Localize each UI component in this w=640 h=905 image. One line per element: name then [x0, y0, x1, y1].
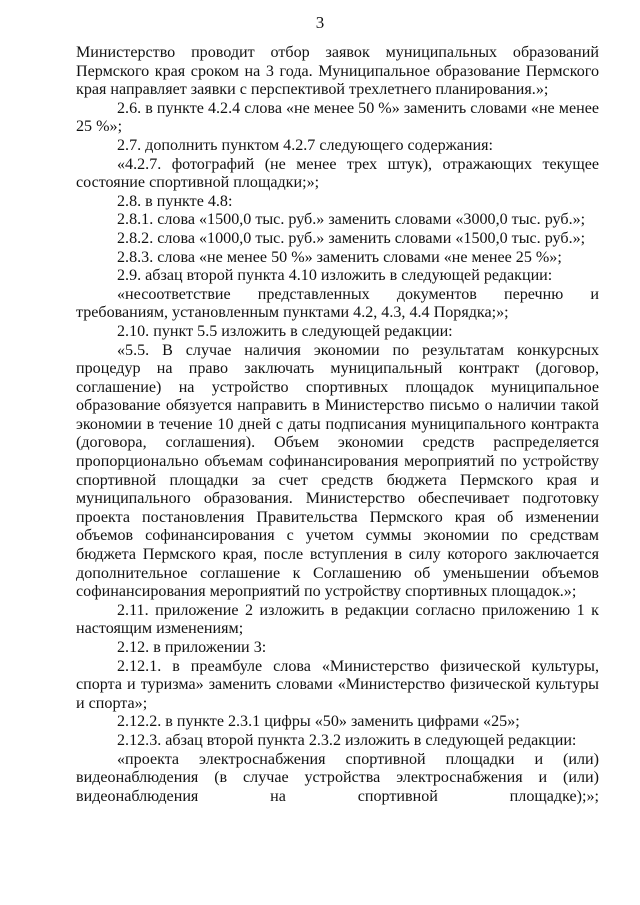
paragraph-2-10: 2.10. пункт 5.5 изложить в следующей редакции: — [117, 322, 453, 340]
paragraph-noncompliance: «несоответствие представленных документов перечню и требованиям, установленным пунктами 4.2, 4.3, 4.4 Порядка;»; — [76, 285, 599, 322]
paragraph-2-12-1: 2.12.1. в преамбуле слова «Министерство физической культуры, спорта и туризма» заменить словами «Министерство физической культуры и спорта»; — [76, 657, 599, 712]
paragraph-4-2-7: «4.2.7. фотографий (не менее трех штук), отражающих текущее состояние спортивной площадки;»; — [76, 155, 599, 192]
paragraph-2-8-1: 2.8.1. слова «1500,0 тыс. руб.» заменить словами «3000,0 тыс. руб.»; — [117, 211, 586, 229]
paragraph-2-6: 2.6. в пункте 4.2.4 слова «не менее 50 %» заменить словами «не менее 25 %»; — [76, 99, 599, 136]
paragraph-2-7: 2.7. дополнить пунктом 4.2.7 следующего содержания: — [117, 136, 493, 154]
paragraph-project: «проекта электроснабжения спортивной площадки и (или) видеонаблюдения (в случае устройства электроснабжения и (или) видеонаблюдения на спортивной площадке);»; — [76, 750, 599, 805]
paragraph-2-12-2: 2.12.2. в пункте 2.3.1 цифры «50» заменить цифрами «25»; — [117, 713, 520, 731]
paragraph-2-12: 2.12. в приложении 3: — [117, 639, 267, 656]
paragraph-2-12-3: 2.12.3. абзац второй пункта 2.3.2 изложить в следующей редакции: — [117, 731, 577, 749]
paragraph-2-8-2: 2.8.2. слова «1000,0 тыс. руб.» заменить словами «1500,0 тыс. руб.»; — [117, 229, 586, 247]
paragraph-2-8-3: 2.8.3. слова «не менее 50 %» заменить словами «не менее 25 %»; — [117, 248, 562, 266]
paragraph-2-9: 2.9. абзац второй пункта 4.10 изложить в следующей редакции: — [117, 267, 553, 285]
page-number: 3 — [315, 13, 325, 32]
paragraph-5-5: «5.5. В случае наличия экономии по результатам конкурсных процедур на право заключать муниципальный контракт (договор, соглашение) на устройство спортивных площадок муниципальное образование обязуется направить в Министерство письмо о наличии такой экономии в течение 10 дней с даты подписания муниципального контракта (договора, соглашения). Объем экономии средств распределяется пропорционально объемам софинансирования мероприятий по устройству спортивной площадки за счет средств бюджета Пермского края и муниципального образования. Министерство обеспечивает подготовку проекта постановления Правительства Пермского края об изменении объемов софинансирования с учетом суммы экономии по средствам бюджета Пермского края, после вступления в силу которого заключается дополнительное соглашение к Соглашению об уменьшении объемов софинансирования мероприятий по устройству спортивных площадок.»; — [76, 341, 599, 601]
document-body — [76, 44, 599, 806]
paragraph-selection-procedure: Министерство проводит отбор заявок муниципальных образований Пермского края сроком на 3 года. Муниципальное образование Пермского края направляет заявки с перспективой трехлетнего планирования.»; — [76, 44, 599, 99]
paragraph-2-8: 2.8. в пункте 4.8: — [117, 192, 233, 210]
paragraph-2-11: 2.11. приложение 2 изложить в редакции согласно приложению 1 к настоящим изменениям; — [76, 601, 599, 638]
